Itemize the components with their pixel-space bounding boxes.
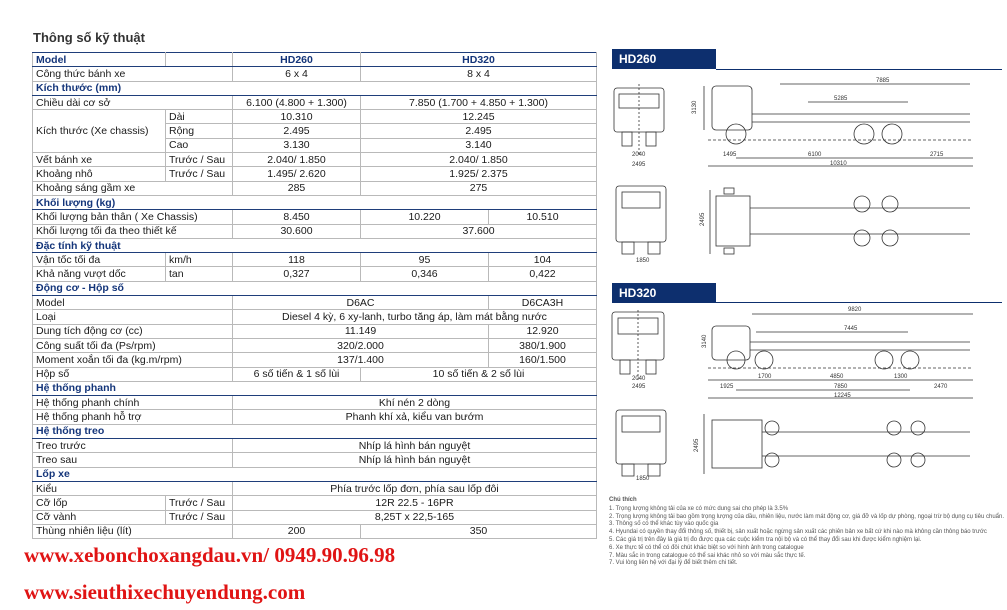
table-cell: Treo trước — [33, 439, 233, 453]
table-cell: Trước / Sau — [166, 496, 233, 510]
dim-1300: 1300 — [894, 374, 908, 380]
table-cell: 10 số tiến & 2 số lùi — [361, 367, 597, 381]
table-cell: 10.310 — [233, 110, 361, 124]
table-cell: Diesel 4 kỳ, 6 xy-lanh, turbo tăng áp, làm mát bằng nước — [233, 310, 597, 324]
hd260-side-drawing — [608, 74, 1004, 174]
table-cell: Model — [33, 53, 166, 67]
table-row — [33, 310, 597, 324]
dim-2470: 2470 — [934, 384, 948, 390]
table-cell: Nhíp lá hình bán nguyệt — [233, 453, 597, 467]
table-cell — [166, 53, 233, 67]
dim-2040-b: 2040 — [632, 376, 646, 382]
table-row — [33, 95, 597, 109]
hd320-model-tag: HD320 — [612, 283, 716, 303]
table-cell: 200 — [233, 524, 361, 538]
dim-9820: 9820 — [848, 307, 862, 313]
table-cell: Kích thước (Xe chassis) — [33, 110, 166, 153]
table-cell: Kích thước (mm) — [33, 81, 597, 95]
dim-7445: 7445 — [844, 326, 858, 332]
section-row — [33, 195, 597, 209]
table-cell: 11.149 — [233, 324, 489, 338]
table-cell: Khối lượng (kg) — [33, 195, 597, 209]
table-cell: 37.600 — [361, 224, 597, 238]
table-cell: Vết bánh xe — [33, 153, 166, 167]
table-cell: Khối lượng bản thân ( Xe Chassis) — [33, 210, 233, 224]
table-cell: Vận tốc tối đa — [33, 253, 166, 267]
table-row — [33, 439, 597, 453]
table-cell: Rộng — [166, 124, 233, 138]
table-cell: 118 — [233, 253, 361, 267]
table-row — [33, 167, 597, 181]
hd260-top-drawing — [608, 180, 1004, 264]
section-row — [33, 281, 597, 295]
dim-3140: 3140 — [702, 334, 708, 348]
table-cell: Khả năng vượt dốc — [33, 267, 166, 281]
table-row — [33, 353, 597, 367]
dim-1925: 1925 — [720, 384, 734, 390]
table-row — [33, 153, 597, 167]
hd320-side-drawing — [608, 302, 1004, 406]
notes — [609, 497, 1004, 568]
section-row — [33, 81, 597, 95]
table-cell: 2.495 — [233, 124, 361, 138]
table-cell: Trước / Sau — [166, 510, 233, 524]
dim-6100: 6100 — [808, 152, 822, 158]
dim-3130: 3130 — [692, 100, 698, 114]
table-cell: Phanh khí xả, kiểu van bướm — [233, 410, 597, 424]
section-row — [33, 238, 597, 252]
table-cell: 160/1.500 — [489, 353, 597, 367]
promo-line-1[interactable]: www.xebonchoxangdau.vn/ 0949.90.96.98 — [24, 543, 396, 567]
table-row — [33, 224, 597, 238]
table-cell: Chiều dài cơ sở — [33, 95, 233, 109]
table-cell: Phía trước lốp đơn, phía sau lốp đôi — [233, 481, 597, 495]
table-cell: HD260 — [233, 53, 361, 67]
table-cell: 0,327 — [233, 267, 361, 281]
table-cell: tan — [166, 267, 233, 281]
table-row — [33, 396, 597, 410]
table-row — [33, 53, 597, 67]
table-cell: Cỡ lốp — [33, 496, 166, 510]
table-row — [33, 338, 597, 352]
dim-5285: 5285 — [834, 96, 848, 102]
dim-10310: 10310 — [830, 161, 847, 167]
dim-2715: 2715 — [930, 152, 944, 158]
table-row — [33, 67, 597, 81]
table-row — [33, 367, 597, 381]
table-cell: Kiểu — [33, 481, 233, 495]
table-row — [33, 496, 597, 510]
table-cell: Công thức bánh xe — [33, 67, 233, 81]
dim-2040: 2040 — [632, 152, 646, 158]
section-row — [33, 381, 597, 395]
dim-7850: 7850 — [834, 384, 848, 390]
table-cell: Công suất tối đa (Ps/rpm) — [33, 338, 233, 352]
table-cell: Hệ thống phanh — [33, 381, 597, 395]
dim-4850: 4850 — [830, 374, 844, 380]
table-cell: 6 số tiến & 1 số lùi — [233, 367, 361, 381]
table-cell: Khoảng nhô — [33, 167, 166, 181]
section-row — [33, 467, 597, 481]
table-cell: Moment xoắn tối đa (kg.m/rpm) — [33, 353, 233, 367]
table-cell: 1.495/ 2.620 — [233, 167, 361, 181]
note-item: 4. Hyundai có quyền thay đổi thông số, thiết bị, sản xuất hoặc ngừng sản xuất các phiên bản xe bất cứ khi nào mà không cần thông báo trước — [609, 529, 987, 536]
table-row — [33, 253, 597, 267]
promo-line-2[interactable]: www.sieuthixechuyendung.com — [24, 580, 306, 604]
table-cell: Model — [33, 296, 233, 310]
table-cell: Dung tích động cơ (cc) — [33, 324, 233, 338]
table-cell: Trước / Sau — [166, 153, 233, 167]
dim-1850: 1850 — [636, 258, 650, 264]
table-cell: Treo sau — [33, 453, 233, 467]
table-cell: 137/1.400 — [233, 353, 489, 367]
dim-2495-v-b: 2495 — [694, 438, 700, 452]
table-cell: 380/1.900 — [489, 338, 597, 352]
table-cell: 0,346 — [361, 267, 489, 281]
dim-1850-b: 1850 — [636, 476, 650, 482]
hd260-header-line — [716, 69, 1002, 70]
hd260-model-tag: HD260 — [612, 49, 716, 69]
section-row — [33, 424, 597, 438]
table-cell: 2.040/ 1.850 — [361, 153, 597, 167]
table-cell: Lốp xe — [33, 467, 597, 481]
note-item: 7. Màu sắc in trong catalogue có thể sai khác nhỏ so với màu sắc thực tế. — [609, 552, 806, 559]
dim-2495-v: 2495 — [700, 212, 706, 226]
note-item: 1. Trọng lượng không tải của xe có mức dung sai cho phép là 3.5% — [609, 505, 789, 512]
table-cell: 8 x 4 — [361, 67, 597, 81]
table-cell: D6AC — [233, 296, 489, 310]
table-row — [33, 181, 597, 195]
table-cell: 10.220 — [361, 210, 489, 224]
table-cell: 3.130 — [233, 138, 361, 152]
table-cell: D6CA3H — [489, 296, 597, 310]
table-cell: Dài — [166, 110, 233, 124]
table-cell: Nhíp lá hình bán nguyệt — [233, 439, 597, 453]
table-cell: 95 — [361, 253, 489, 267]
spec-table — [32, 52, 597, 539]
dim-1495: 1495 — [723, 152, 737, 158]
table-row — [33, 510, 597, 524]
dim-12245: 12245 — [834, 393, 851, 399]
table-row — [33, 453, 597, 467]
table-cell: Cao — [166, 138, 233, 152]
table-cell: Hệ thống phanh hỗ trợ — [33, 410, 233, 424]
table-cell: 8.450 — [233, 210, 361, 224]
table-cell: Động cơ - Hộp số — [33, 281, 597, 295]
table-cell: 10.510 — [489, 210, 597, 224]
table-cell: Thùng nhiên liệu (lít) — [33, 524, 233, 538]
table-cell: 3.140 — [361, 138, 597, 152]
table-cell: 104 — [489, 253, 597, 267]
dim-1700: 1700 — [758, 374, 772, 380]
table-cell: Đặc tính kỹ thuật — [33, 238, 597, 252]
table-cell: 320/2.000 — [233, 338, 489, 352]
table-cell: 275 — [361, 181, 597, 195]
table-cell: Khí nén 2 dòng — [233, 396, 597, 410]
note-item: 5. Các giá trị trên đây là giá trị đo được qua các cuộc kiểm tra nội bộ và có thể thay đổi sau khi được kiểm nghiệm lại. — [609, 536, 922, 543]
dim-2495: 2495 — [632, 162, 646, 168]
table-cell: Khoảng sáng gầm xe — [33, 181, 233, 195]
dim-7885: 7885 — [876, 78, 890, 84]
table-cell: 6 x 4 — [233, 67, 361, 81]
table-row — [33, 210, 597, 224]
dim-2495-b: 2495 — [632, 384, 646, 390]
table-row — [33, 324, 597, 338]
table-cell: Hệ thống treo — [33, 424, 597, 438]
table-cell: km/h — [166, 253, 233, 267]
table-cell: 2.495 — [361, 124, 597, 138]
table-cell: 8,25T x 22,5-165 — [233, 510, 597, 524]
note-item: 6. Xe thực tế có thể có đôi chút khác biệt so với hình ảnh trong catalogue — [609, 544, 804, 551]
table-cell: 7.850 (1.700 + 4.850 + 1.300) — [361, 95, 597, 109]
table-cell: HD320 — [361, 53, 597, 67]
table-cell: Cỡ vành — [33, 510, 166, 524]
table-row — [33, 410, 597, 424]
table-row — [33, 267, 597, 281]
note-item: 3. Thông số có thể khác tùy vào quốc gia — [609, 521, 719, 528]
table-cell: Hệ thống phanh chính — [33, 396, 233, 410]
note-item: 2. Trọng lượng không tải bao gồm trọng lượng của dầu, nhiên liệu, nước làm mát động cơ, giá đỡ và lốp dự phòng, ngoại trừ bộ dụng cụ tiêu chuẩn. — [609, 513, 1004, 520]
table-cell: 0,422 — [489, 267, 597, 281]
table-row — [33, 524, 597, 538]
table-cell: 350 — [361, 524, 597, 538]
note-item: 7. Vui lòng liên hệ với đại lý để biết thêm chi tiết. — [609, 560, 738, 567]
table-cell: 6.100 (4.800 + 1.300) — [233, 95, 361, 109]
table-cell: 12.245 — [361, 110, 597, 124]
table-row — [33, 296, 597, 310]
table-cell: 285 — [233, 181, 361, 195]
page-title: Thông số kỹ thuật — [33, 30, 145, 45]
table-cell: 1.925/ 2.375 — [361, 167, 597, 181]
table-cell: Khối lượng tối đa theo thiết kế — [33, 224, 233, 238]
table-cell: 12R 22.5 - 16PR — [233, 496, 597, 510]
table-row — [33, 481, 597, 495]
table-cell: Hộp số — [33, 367, 233, 381]
table-cell: Loại — [33, 310, 233, 324]
table-cell: 2.040/ 1.850 — [233, 153, 361, 167]
table-cell: 30.600 — [233, 224, 361, 238]
table-cell: 12.920 — [489, 324, 597, 338]
hd320-top-drawing — [608, 406, 1004, 484]
table-cell: Trước / Sau — [166, 167, 233, 181]
table-row — [33, 110, 597, 124]
notes-title: Chú thích — [609, 497, 637, 503]
